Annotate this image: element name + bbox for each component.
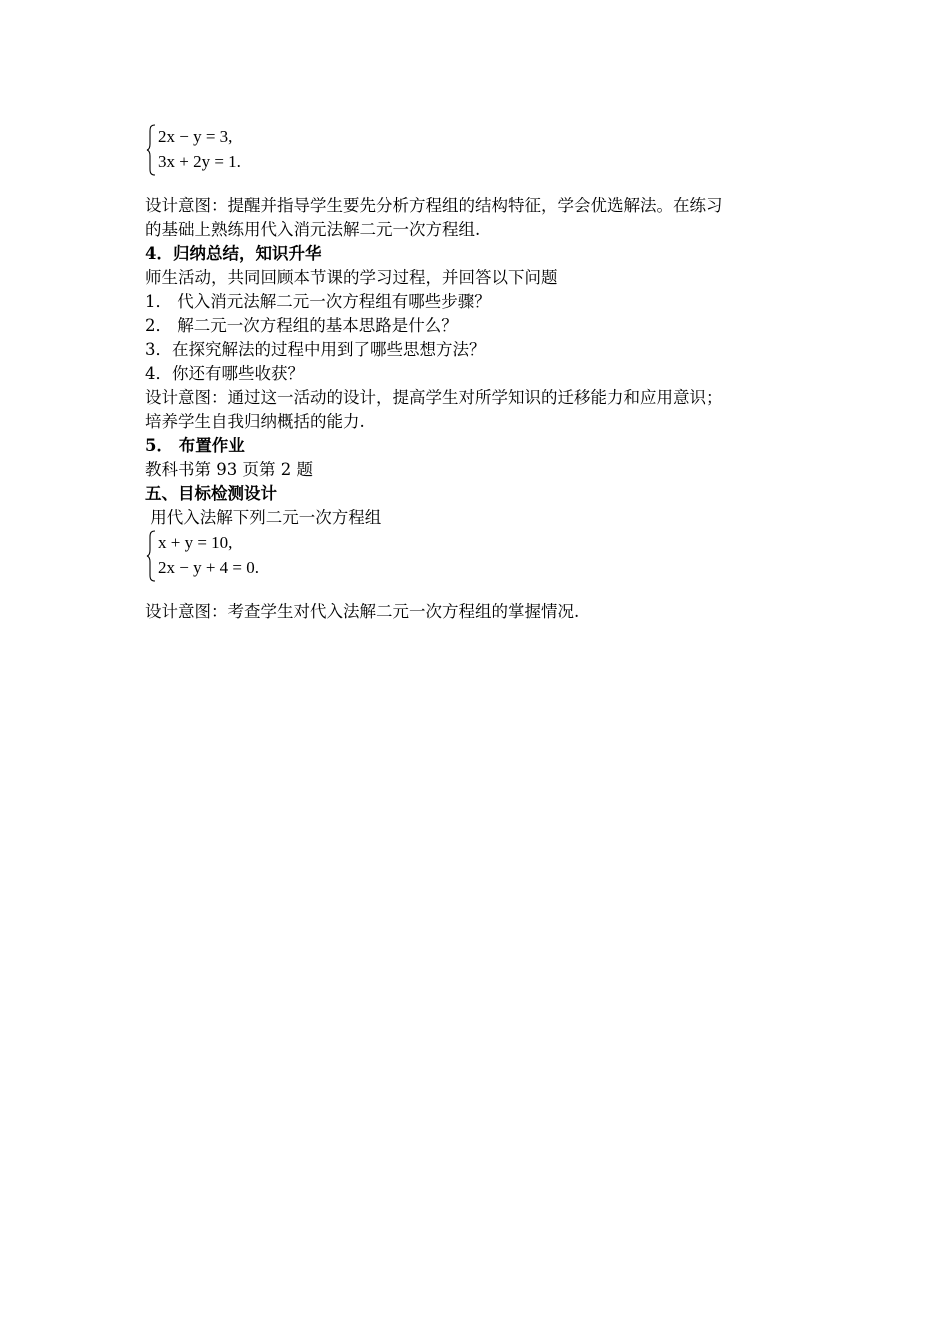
- left-brace-icon: [146, 124, 157, 176]
- design-intent-2-line-2: 培养学生自我归纳概括的能力.: [145, 412, 365, 431]
- detection-prompt: 用代入法解下列二元一次方程组: [145, 508, 382, 527]
- design-intent-1-line-1: 设计意图：提醒并指导学生要先分析方程组的结构特征，学会优选解法。在练习: [145, 196, 723, 215]
- equation-2-line-2: 2x − y + 4 = 0.: [158, 558, 260, 577]
- equation-2-line-1: x + y = 10,: [158, 533, 233, 552]
- equation-1-line-1: 2x − y = 3,: [158, 127, 233, 146]
- equation-1-line-2: 3x + 2y = 1.: [158, 152, 241, 171]
- design-intent-final: 设计意图：考查学生对代入法解二元一次方程组的掌握情况.: [145, 602, 580, 621]
- design-intent-1-line-2: 的基础上熟练用代入消元法解二元一次方程组.: [145, 220, 481, 239]
- question-4: 4．你还有哪些收获？: [145, 364, 304, 383]
- section-five-heading: 五、目标检测设计: [145, 484, 277, 503]
- question-1: 1． 代入消元法解二元一次方程组有哪些步骤？: [145, 292, 491, 311]
- question-2: 2． 解二元一次方程组的基本思路是什么？: [145, 316, 458, 335]
- equation-system-2: [146, 530, 825, 582]
- equation-system-1: [146, 124, 825, 176]
- question-3: 3．在探究解法的过程中用到了哪些思想方法？: [145, 340, 486, 359]
- section-4-intro: 师生活动，共同回顾本节课的学习过程，并回答以下问题: [145, 268, 558, 287]
- left-brace-icon: [146, 530, 157, 582]
- section-4-heading: 4．归纳总结，知识升华: [145, 244, 322, 263]
- section-5-heading: 5． 布置作业: [145, 436, 245, 455]
- homework-text: 教科书第 93 页第 2 题: [145, 460, 313, 479]
- design-intent-2-line-1: 设计意图：通过这一活动的设计，提高学生对所学知识的迁移能力和应用意识；: [145, 388, 723, 407]
- document-content: [145, 124, 825, 624]
